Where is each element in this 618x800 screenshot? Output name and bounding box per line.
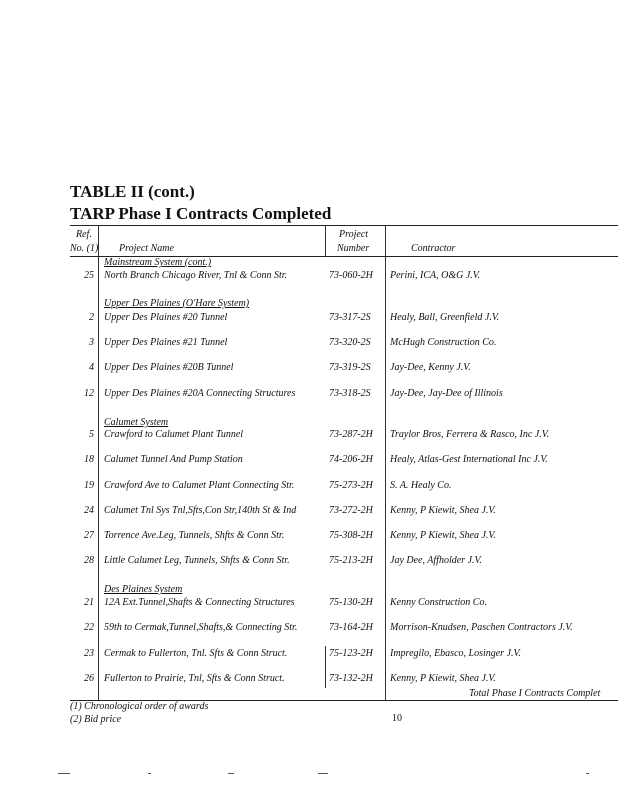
row-ref: 12 [84,388,94,399]
row-ref: 24 [84,505,94,516]
table-row [70,362,618,376]
row-ref: 23 [84,648,94,659]
row-project-number: 73-320-2S [329,337,371,348]
row-project-number: 73-060-2H [329,270,373,281]
row-project-number: 73-287-2H [329,429,373,440]
table-row [70,530,618,544]
row-contractor: Kenny Construction Co. [390,597,487,608]
row-project-name: Crawford Ave to Calumet Plant Connecting Str. [104,480,295,491]
header-project-name: Project Name [119,243,174,254]
row-ref: 25 [84,270,94,281]
row-contractor: McHugh Construction Co. [390,337,497,348]
table-title: TABLE II (cont.) [70,182,195,201]
row-project-name: 12A Ext.Tunnel,Shafts & Connecting Structures [104,597,295,608]
table-row [70,337,618,351]
table-row [70,388,618,402]
table-row [70,622,618,636]
scan-speck [58,773,70,774]
header-ref-line1: Ref. [76,229,92,240]
row-contractor: S. A. Healy Co. [390,480,452,491]
scan-speck [228,773,234,774]
row-project-name: Fullerton to Prairie, Tnl, Sfts & Conn Struct. [104,673,285,684]
scan-speck [318,773,328,774]
section-mainstream: Mainstream System (cont.) [104,257,212,268]
table-row [70,454,618,468]
row-project-number: 73-272-2H [329,505,373,516]
row-contractor: Jay-Dee, Jay-Dee of Illinois [390,388,503,399]
row-contractor: Morrison-Knudsen, Paschen Contractors J.V. [390,622,573,633]
row-project-name: Crawford to Calumet Plant Tunnel [104,429,244,440]
row-project-number: 73-319-2S [329,362,371,373]
footnote-2: (2) Bid price [70,714,122,725]
row-contractor: Impregilo, Ebasco, Losinger J.V. [390,648,521,659]
table-row [70,429,618,443]
table-row [70,270,618,284]
row-contractor: Traylor Bros, Ferrera & Rasco, Inc J.V. [390,429,550,440]
row-project-name: Upper Des Plaines #21 Tunnel [104,337,228,348]
row-project-name: Upper Des Plaines #20B Tunnel [104,362,234,373]
header-number-line2: Number [337,243,370,254]
row-ref: 26 [84,673,94,684]
top-rule [70,225,618,226]
row-contractor: Jay-Dee, Kenny J.V. [390,362,471,373]
column-divider-number [325,226,326,256]
row-project-name: 59th to Cermak,Tunnel,Shafts,& Connecting Str. [104,622,298,633]
section-calumet: Calumet System [104,417,169,428]
row-contractor: Kenny, P Kiewit, Shea J.V. [390,530,496,541]
page-number: 10 [392,713,402,724]
row-project-number: 75-213-2H [329,555,373,566]
row-project-number: 73-164-2H [329,622,373,633]
row-project-number: 75-130-2H [329,597,373,608]
row-project-name: Calumet Tnl Sys Tnl,Sfts,Con Str,140th St & Ind [104,505,297,516]
row-project-number: 73-317-2S [329,312,371,323]
row-project-number: 73-132-2H [329,673,373,684]
row-project-name: Torrence Ave.Leg, Tunnels, Shfts & Conn Str. [104,530,285,541]
row-project-name: Calumet Tunnel And Pump Station [104,454,243,465]
table-row [70,505,618,519]
row-ref: 18 [84,454,94,465]
table-row [70,648,618,662]
scan-speck [148,773,151,774]
row-ref: 2 [89,312,94,323]
row-ref: 27 [84,530,94,541]
row-ref: 19 [84,480,94,491]
table-row [70,312,618,326]
row-contractor: Kenny, P Kiewit, Shea J.V. [390,673,496,684]
row-ref: 5 [89,429,94,440]
header-number-line1: Project [339,229,369,240]
row-project-number: 75-273-2H [329,480,373,491]
table-row [70,480,618,494]
row-ref: 3 [89,337,94,348]
table-row [70,673,618,687]
row-ref: 28 [84,555,94,566]
row-project-name: Little Calumet Leg, Tunnels, Shfts & Conn Str. [104,555,290,566]
header-contractor: Contractor [411,243,456,254]
row-project-name: North Branch Chicago River, Tnl & Conn Str. [104,270,288,281]
row-ref: 4 [89,362,94,373]
row-ref: 21 [84,597,94,608]
table-row [70,597,618,611]
row-project-name: Cermak to Fullerton, Tnl. Sfts & Conn Struct. [104,648,288,659]
section-upper-des-plaines: Upper Des Plaines (O'Hare System) [104,298,250,309]
header-ref-line2: No. (1) [70,243,99,254]
row-contractor: Kenny, P Kiewit, Shea J.V. [390,505,496,516]
row-contractor: Healy, Ball, Greenfield J.V. [390,312,500,323]
total-label: Total Phase I Contracts Complet [469,688,601,699]
row-project-name: Upper Des Plaines #20A Connecting Structures [104,388,296,399]
row-project-number: 73-318-2S [329,388,371,399]
row-contractor: Perini, ICA, O&G J.V. [390,270,481,281]
scan-speck [586,773,589,774]
footnote-1: (1) Chronological order of awards [70,701,209,712]
table-row [70,555,618,569]
row-project-number: 75-123-2H [329,648,373,659]
row-project-number: 75-308-2H [329,530,373,541]
row-contractor: Jay Dee, Affholder J.V. [390,555,482,566]
row-ref: 22 [84,622,94,633]
row-project-name: Upper Des Plaines #20 Tunnel [104,312,228,323]
row-project-number: 74-206-2H [329,454,373,465]
table-subtitle: TARP Phase I Contracts Completed [70,204,332,223]
section-des-plaines: Des Plaines System [104,584,183,595]
row-contractor: Healy, Atlas-Gest International Inc J.V. [390,454,548,465]
